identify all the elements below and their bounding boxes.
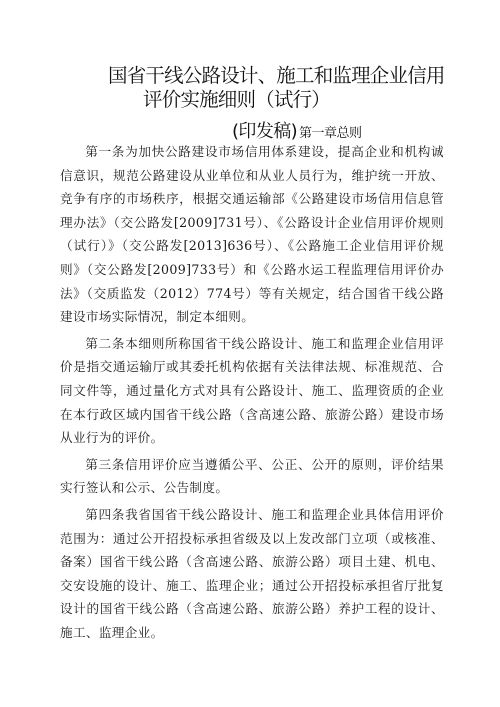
chapter-heading: 第一章总则 xyxy=(299,126,362,141)
document-body xyxy=(60,140,444,644)
article-4-paragraph: 第四条我省国省干线公路设计、施工和监理企业具体信用评价范围为：通过公开招投标承担省级及以上发改部门立项（或核准、备案）国省干线公路（含高速公路、旅游公路）项目土建、机电、交安设施的设计、施工、监理企业；通过公开招投标承担省厅批复设计的国省干线公路（含高速公路、旅游公路）养护工程的设计、施工、监理企业。 xyxy=(60,506,444,640)
document-title-line-2: 评价实施细则（试行） xyxy=(143,88,331,111)
draft-label: (印发稿) xyxy=(232,121,298,142)
article-3-paragraph: 第三条信用评价应当遵循公平、公正、公开的原则，评价结果实行签认和公示、公告制度。 xyxy=(60,456,444,496)
document-title-line-1: 国省干线公路设计、施工和监理企业信用 xyxy=(108,64,445,87)
article-2-paragraph: 第二条本细则所称国省干线公路设计、施工和监理企业信用评价是指交通运输厅或其委托机构依据有关法律法规、标准规范、合同文件等，通过量化方式对具有公路设计、施工、监理资质的企业在本行政区域内国省干线公路（含高速公路、旅游公路）建设市场从业行为的评价。 xyxy=(60,335,444,446)
article-1-paragraph: 第一条为加快公路建设市场信用体系建设，提高企业和机构诚信意识，规范公路建设从业单位和从业人员行为，维护统一开放、竞争有序的市场秩序，根据交通运输部《公路建设市场信用信息管理办法》（交公路发[2009]731号）、《公路设计企业信用评价规则（试行）》（交公路发[2013]636号）、《公路施工企业信用评价规则》（交公路发[2009]733号）和《公路水运工程监理信用评价办法》（交质监发（2012）774号）等有关规定，结合国省干线公路建设市场实际情况，制定本细则。 xyxy=(60,144,444,325)
